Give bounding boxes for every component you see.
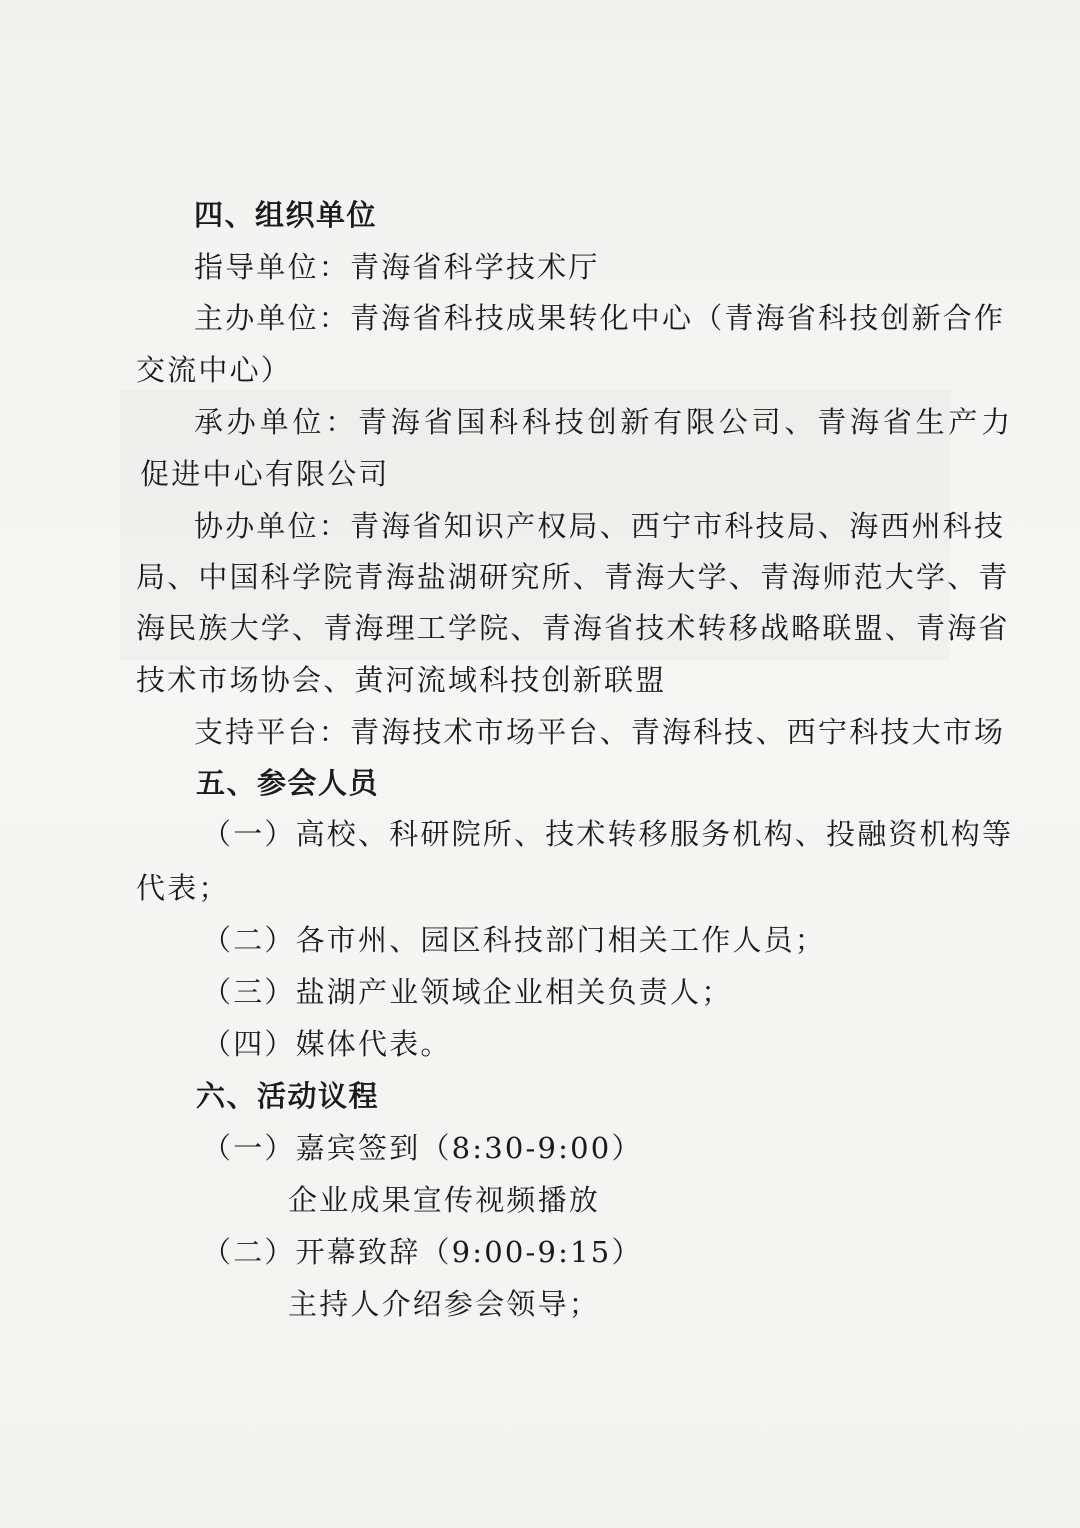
co-unit-line1: 协办单位：青海省知识产权局、西宁市科技局、海西州科技 xyxy=(194,509,1006,543)
agenda-item1: （一）嘉宾签到（8:30-9:00） xyxy=(202,1131,643,1165)
attendee-item3: （三）盐湖产业领域企业相关负责人； xyxy=(202,975,733,1009)
attendee-item1-line1: （一）高校、科研院所、技术转移服务机构、投融资机构等 xyxy=(202,817,1014,851)
guide-unit: 指导单位：青海省科学技术厅 xyxy=(194,250,600,284)
organizer-unit-line2: 促进中心有限公司 xyxy=(140,457,390,491)
attendee-item2: （二）各市州、园区科技部门相关工作人员； xyxy=(202,923,827,957)
support-platform: 支持平台：青海技术市场平台、青海科技、西宁科技大市场 xyxy=(194,715,1006,749)
section5-heading: 五、参会人员 xyxy=(196,766,380,800)
co-unit-line4: 技术市场协会、黄河流域科技创新联盟 xyxy=(136,663,667,697)
section4-heading: 四、组织单位 xyxy=(194,198,378,232)
organizer-unit-line1: 承办单位：青海省国科科技创新有限公司、青海省生产力 xyxy=(194,405,1015,439)
co-unit-line2: 局、中国科学院青海盐湖研究所、青海大学、青海师范大学、青 xyxy=(136,560,1010,594)
co-unit-line3: 海民族大学、青海理工学院、青海省技术转移战略联盟、青海省 xyxy=(136,611,1010,645)
agenda-item1-detail: 企业成果宣传视频播放 xyxy=(288,1183,601,1217)
agenda-item2: （二）开幕致辞（9:00-9:15） xyxy=(202,1235,643,1269)
attendee-item1-line2: 代表； xyxy=(136,871,230,905)
agenda-item2-detail: 主持人介绍参会领导； xyxy=(288,1287,601,1321)
attendee-item4: （四）媒体代表。 xyxy=(202,1027,452,1061)
section6-heading: 六、活动议程 xyxy=(196,1079,380,1113)
host-unit-line1: 主办单位：青海省科技成果转化中心（青海省科技创新合作 xyxy=(194,301,1006,335)
host-unit-line2: 交流中心） xyxy=(136,353,293,387)
